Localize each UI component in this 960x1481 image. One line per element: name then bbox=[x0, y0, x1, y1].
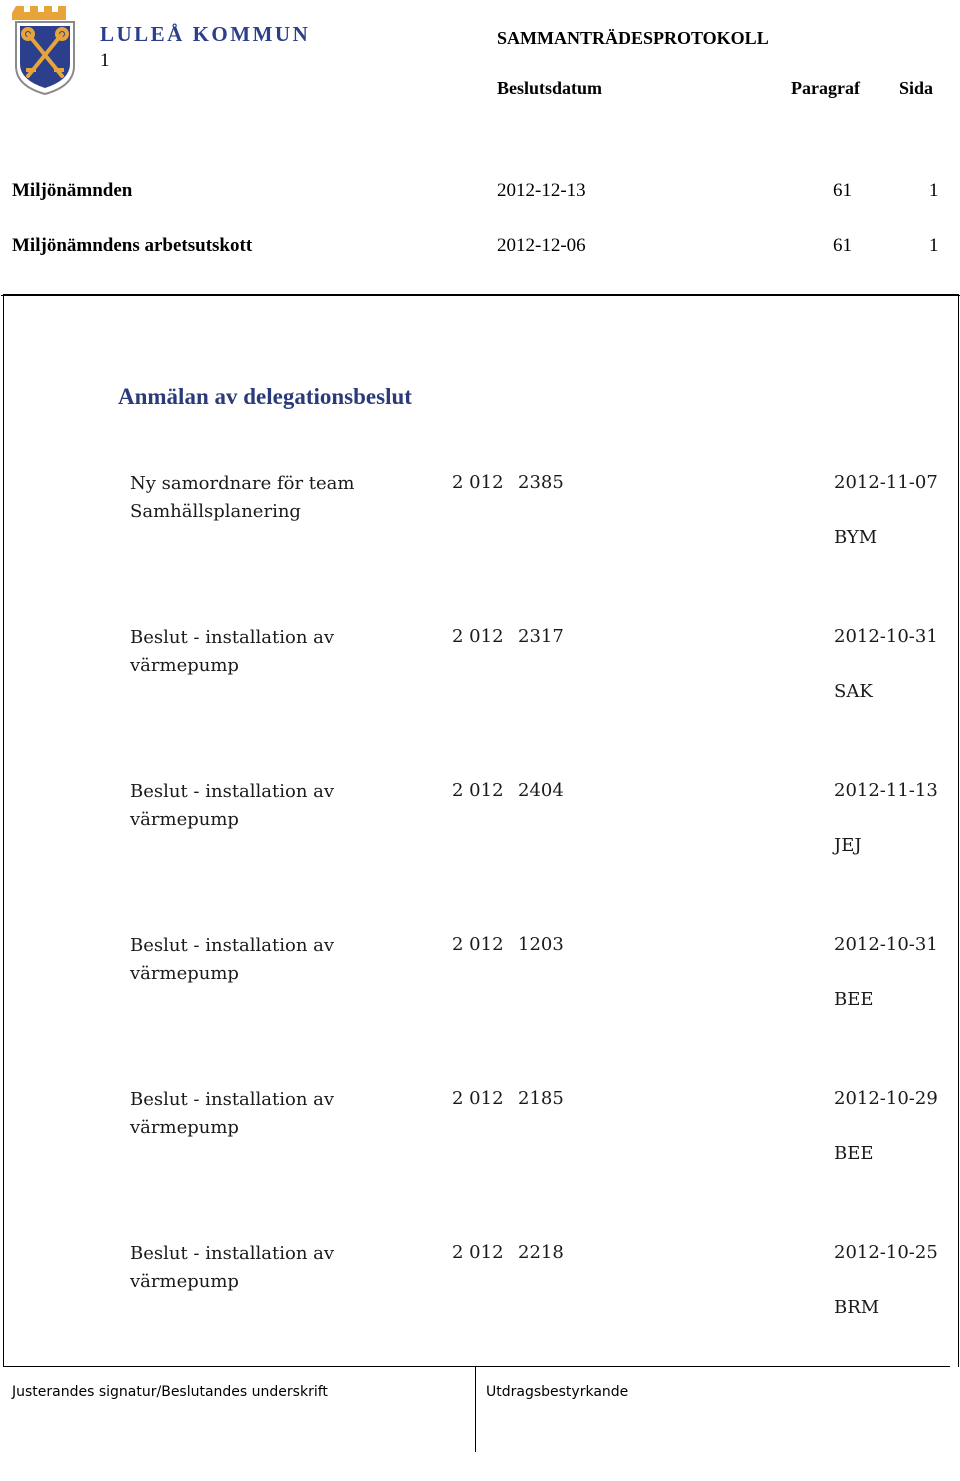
item-year: 2 012 bbox=[452, 780, 504, 801]
item-number: 2185 bbox=[518, 1088, 564, 1109]
item-description: Beslut - installation av värmepump bbox=[130, 627, 335, 676]
column-header-date: Beslutsdatum bbox=[497, 78, 603, 98]
coat-of-arms-logo bbox=[12, 4, 78, 96]
item-date: 2012-11-07 bbox=[834, 472, 938, 493]
item-description: Beslut - installation av värmepump bbox=[130, 1089, 335, 1138]
item-initials: BYM bbox=[834, 527, 878, 548]
municipality-number: 1 bbox=[100, 50, 110, 71]
item-initials: BRM bbox=[834, 1297, 880, 1318]
item-date: 2012-10-29 bbox=[834, 1088, 938, 1109]
item-description: Ny samordnare för team Samhällsplanering bbox=[130, 473, 355, 522]
column-header-paragraph: Paragraf bbox=[791, 78, 860, 98]
item-year: 2 012 bbox=[452, 1088, 504, 1109]
item-year: 2 012 bbox=[452, 934, 504, 955]
item-description: Beslut - installation av värmepump bbox=[130, 1243, 335, 1292]
item-initials: SAK bbox=[834, 681, 873, 702]
item-number: 1203 bbox=[518, 934, 564, 955]
item-description: Beslut - installation av värmepump bbox=[130, 935, 335, 984]
item-initials: JEJ bbox=[834, 835, 862, 856]
item-number: 2218 bbox=[518, 1242, 564, 1263]
item-date: 2012-11-13 bbox=[834, 780, 938, 801]
item-year: 2 012 bbox=[452, 1242, 504, 1263]
item-initials: BEE bbox=[834, 989, 874, 1010]
item-number: 2385 bbox=[518, 472, 564, 493]
item-initials: BEE bbox=[834, 1143, 874, 1164]
meeting-date: 2012-12-06 bbox=[497, 235, 586, 256]
item-description: Beslut - installation av värmepump bbox=[130, 781, 335, 830]
meeting-page: 1 bbox=[929, 180, 939, 201]
municipality-name: LULEÅ KOMMUN bbox=[100, 22, 311, 46]
item-date: 2012-10-31 bbox=[834, 626, 938, 647]
item-year: 2 012 bbox=[452, 472, 504, 493]
protocol-title: SAMMANTRÄDESPROTOKOLL bbox=[497, 28, 769, 48]
meeting-paragraph: 61 bbox=[833, 180, 852, 201]
meeting-body: Miljönämndens arbetsutskott bbox=[12, 235, 253, 256]
item-number: 2404 bbox=[518, 780, 564, 801]
footer-column-divider bbox=[475, 1366, 476, 1452]
item-date: 2012-10-25 bbox=[834, 1242, 938, 1263]
meeting-page: 1 bbox=[929, 235, 939, 256]
meeting-body: Miljönämnden bbox=[12, 180, 133, 201]
item-date: 2012-10-31 bbox=[834, 934, 938, 955]
meeting-paragraph: 61 bbox=[833, 235, 852, 256]
meeting-date: 2012-12-13 bbox=[497, 180, 586, 201]
item-number: 2317 bbox=[518, 626, 564, 647]
footer-divider-line bbox=[3, 1366, 950, 1367]
item-year: 2 012 bbox=[452, 626, 504, 647]
signature-label: Justerandes signatur/Beslutandes underskrift bbox=[12, 1384, 328, 1400]
certification-label: Utdragsbestyrkande bbox=[486, 1384, 629, 1400]
column-header-page: Sida bbox=[899, 78, 934, 98]
section-title: Anmälan av delegationsbeslut bbox=[118, 384, 412, 409]
